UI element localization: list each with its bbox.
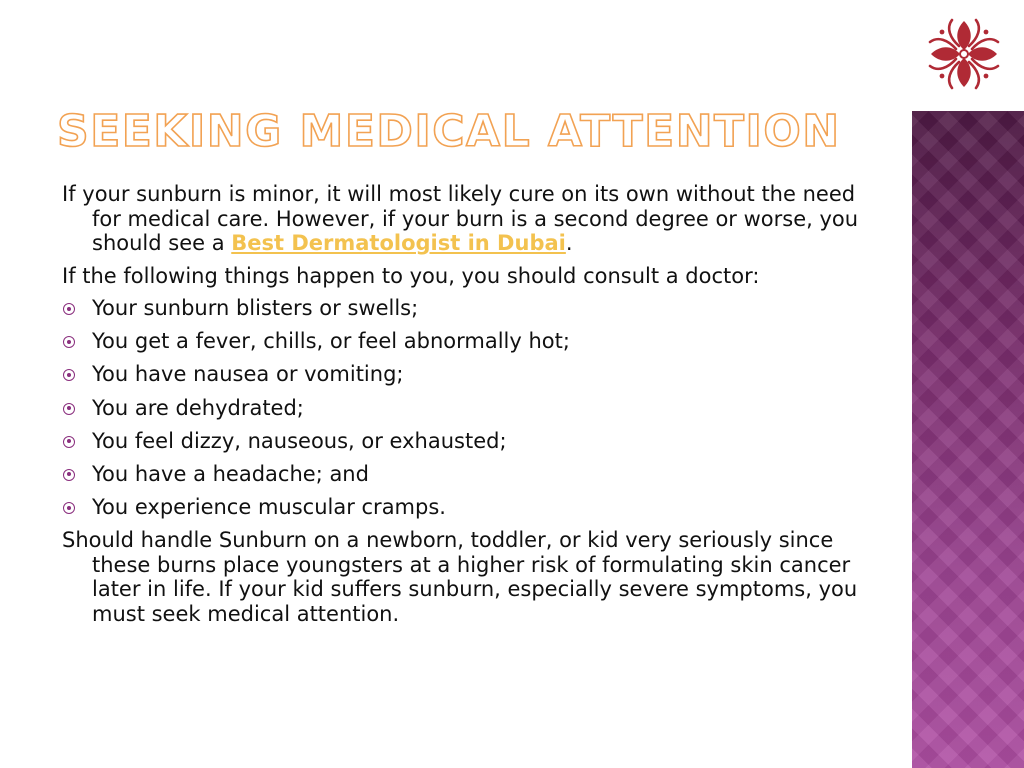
list-item-text: You get a fever, chills, or feel abnormally hot; <box>92 329 570 354</box>
intro-paragraph <box>62 182 862 256</box>
list-item-text: You experience muscular cramps. <box>92 495 446 520</box>
list-item-text: You have a headache; and <box>92 461 369 486</box>
list-item-text: You are dehydrated; <box>92 395 304 420</box>
circle-dot-bullet-icon <box>63 369 75 381</box>
list-item <box>62 462 862 487</box>
decorative-side-band <box>912 111 1024 768</box>
slide-body <box>62 182 862 634</box>
circle-dot-bullet-icon <box>63 469 75 481</box>
floral-ornament-icon <box>926 14 1002 94</box>
list-item <box>62 396 862 421</box>
symptom-list <box>62 296 862 520</box>
circle-dot-bullet-icon <box>63 403 75 415</box>
circle-dot-bullet-icon <box>63 303 75 315</box>
circle-dot-bullet-icon <box>63 502 75 514</box>
list-item <box>62 429 862 454</box>
dermatologist-link[interactable]: Best Dermatologist in Dubai <box>231 231 566 255</box>
slide-title: SEEKING MEDICAL ATTENTION <box>57 106 841 157</box>
intro-text-end: . <box>565 231 573 255</box>
circle-dot-bullet-icon <box>63 436 75 448</box>
list-item <box>62 296 862 321</box>
list-item <box>62 495 862 520</box>
list-item-text: Your sunburn blisters or swells; <box>92 296 419 320</box>
consult-paragraph: If the following things happen to you, you should consult a doctor: <box>62 263 760 288</box>
list-item-text: You feel dizzy, nauseous, or exhausted; <box>92 428 507 453</box>
list-item <box>62 362 862 387</box>
intro-text: If your sunburn is minor, it will most likely cure on its own without the need for medical care. However, if your burn is a second degree or worse, you should see a <box>62 182 859 255</box>
circle-dot-bullet-icon <box>63 336 75 348</box>
closing-paragraph: Should handle Sunburn on a newborn, toddler, or kid very seriously since these burns place youngsters at a higher risk of formulating skin cancer later in life. If your kid suffers sunburn, especially severe symptoms, you must seek medical attention. <box>62 528 858 626</box>
list-item-text: You have nausea or vomiting; <box>92 362 404 387</box>
list-item <box>62 329 862 354</box>
